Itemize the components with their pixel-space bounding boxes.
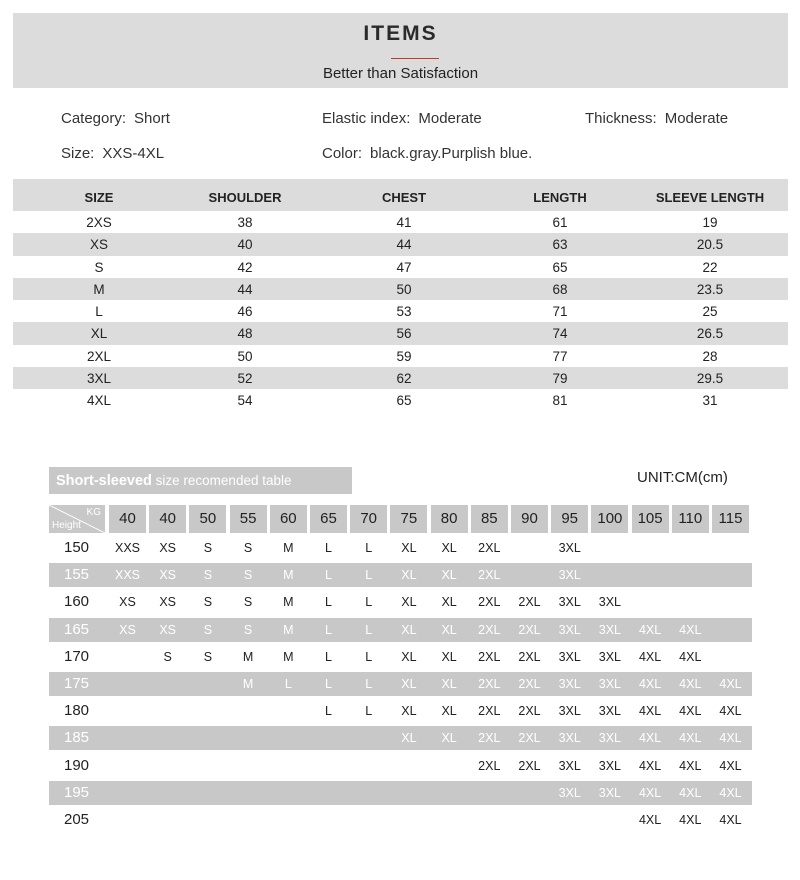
size-cell: 4XL (679, 622, 702, 637)
corner-height-label: Height (52, 520, 81, 531)
size-cell: L (284, 677, 292, 691)
size-cell: 4XL (638, 622, 662, 637)
size-cell: L (325, 677, 332, 691)
size-cell: S (243, 541, 253, 555)
size-header-cell: SLEEVE LENGTH (655, 190, 765, 205)
weight-header-row (49, 505, 752, 533)
table-cell: 42 (237, 259, 253, 275)
height-cell: 170 (64, 647, 90, 665)
attr-thickness (585, 110, 728, 127)
size-cell: 2XL (478, 677, 501, 691)
size-cell: 2XL (518, 758, 541, 773)
size-cell: 2XL (478, 649, 501, 664)
table-row (13, 256, 788, 278)
size-cell: 4XL (638, 813, 662, 827)
size-cell: 4XL (679, 813, 702, 827)
size-cell: 3XL (558, 649, 581, 664)
size-cell: 4XL (679, 785, 702, 800)
weight-header-cell: 100 (591, 505, 628, 533)
size-cell: 2XL (518, 649, 541, 664)
weight-header-cell: 70 (350, 505, 387, 533)
height-cell: 195 (64, 783, 90, 801)
attr-color-value: black.gray.Purplish blue. (370, 145, 533, 162)
height-cell: 185 (64, 729, 90, 747)
table-row (49, 699, 752, 723)
table-row (49, 590, 752, 614)
table-cell: 68 (552, 281, 568, 297)
table-cell: 81 (552, 393, 568, 409)
size-cell: M (283, 541, 294, 555)
size-cell: 2XL (518, 595, 541, 610)
table-cell: 50 (396, 281, 412, 297)
attr-category (61, 110, 170, 127)
weight-header-cell: 60 (270, 505, 307, 533)
header-banner (13, 13, 788, 88)
attr-thickness-label: Thickness: (585, 110, 657, 127)
size-cell: XL (401, 568, 417, 583)
size-cell: L (365, 649, 373, 664)
size-cell: 4XL (679, 677, 702, 691)
corner-kg-label: KG (86, 507, 101, 518)
height-cell: 205 (64, 811, 90, 828)
size-cell: 4XL (719, 813, 742, 827)
table-row (49, 672, 752, 696)
size-cell: 3XL (598, 758, 622, 773)
size-cell: XS (119, 622, 136, 637)
size-cell: S (243, 568, 253, 583)
attr-color-label: Color: (322, 145, 363, 162)
table-cell: 4XL (86, 393, 112, 409)
table-cell: 44 (396, 237, 412, 253)
size-cell: 4XL (719, 677, 742, 691)
table-row (49, 808, 752, 832)
table-cell: 62 (396, 371, 412, 387)
weight-header-cell: 50 (189, 505, 226, 533)
size-cell: 4XL (638, 677, 662, 691)
size-cell: XL (441, 595, 457, 610)
size-cell: 3XL (558, 595, 581, 610)
size-cell: 3XL (598, 704, 622, 719)
page-title: ITEMS (363, 22, 438, 45)
table-cell: 52 (237, 371, 253, 387)
unit-label: UNIT:CM(cm) (637, 469, 728, 486)
size-cell: 3XL (558, 758, 581, 773)
table-cell: 71 (552, 304, 568, 320)
size-cell: 2XL (518, 622, 541, 637)
header-corner-cell (49, 505, 105, 533)
table-cell: 53 (396, 304, 412, 320)
weight-header-cell: 95 (551, 505, 588, 533)
table-cell: 3XL (86, 371, 112, 387)
height-cell: 190 (64, 756, 90, 774)
table-row (13, 211, 788, 233)
table-cell: 31 (702, 393, 718, 409)
size-cell: 2XL (518, 677, 541, 691)
size-cell: S (203, 568, 213, 583)
table-cell: 2XL (86, 348, 112, 364)
height-cell: 155 (64, 566, 90, 584)
table-row (13, 233, 788, 255)
table-row (13, 322, 788, 344)
table-cell: 2XS (86, 215, 112, 230)
size-cell: L (325, 622, 332, 637)
table-row (13, 389, 788, 411)
size-cell: 3XL (598, 649, 622, 664)
size-cell: 2XL (518, 704, 541, 719)
size-cell: L (365, 595, 373, 610)
table-cell: S (94, 259, 104, 275)
size-cell: M (283, 649, 294, 664)
table-cell: 47 (396, 259, 412, 275)
size-cell: 3XL (598, 677, 622, 691)
size-cell: 4XL (719, 758, 742, 773)
size-cell: 4XL (679, 704, 702, 719)
size-cell: 3XL (558, 568, 581, 583)
size-cell: 4XL (638, 704, 662, 719)
size-cell: L (325, 595, 332, 610)
size-cell: S (203, 541, 213, 555)
size-cell: L (365, 704, 373, 719)
size-cell: XS (159, 595, 177, 610)
size-cell: M (283, 595, 294, 610)
size-cell: XS (159, 568, 177, 583)
size-cell: 4XL (719, 731, 742, 746)
table-cell: 28 (702, 348, 718, 364)
size-cell: M (242, 677, 254, 691)
size-cell: XL (401, 595, 417, 610)
size-cell: XL (441, 622, 457, 637)
size-cell: S (203, 622, 213, 637)
attr-elastic-label: Elastic index: (322, 110, 411, 127)
size-cell: L (365, 541, 373, 555)
size-cell: L (325, 541, 332, 555)
table-cell: 22 (702, 259, 718, 275)
weight-header-cell: 75 (390, 505, 427, 533)
size-header-cell: SHOULDER (208, 190, 282, 205)
table-cell: 56 (396, 326, 412, 342)
table-cell: 25 (702, 304, 718, 320)
size-cell: XS (159, 622, 177, 637)
size-cell: 2XL (478, 622, 501, 637)
table-cell: 59 (396, 348, 412, 364)
height-cell: 160 (64, 593, 90, 611)
size-cell: 3XL (598, 731, 622, 746)
size-cell: XL (401, 541, 417, 555)
table-row (13, 278, 788, 300)
table-cell: 23.5 (696, 281, 724, 297)
weight-header-cell: 80 (431, 505, 468, 533)
size-cell: 2XL (478, 758, 501, 773)
size-cell: XL (441, 704, 457, 719)
size-cell: 4XL (638, 785, 662, 800)
table-cell: 41 (396, 215, 412, 230)
size-cell: XS (119, 595, 136, 610)
size-cell: XL (441, 731, 457, 746)
weight-header-cell: 110 (672, 505, 709, 533)
table-row (49, 754, 752, 778)
table-cell: 63 (552, 237, 568, 253)
size-cell: XL (401, 649, 417, 664)
table-cell: 26.5 (696, 326, 724, 342)
size-cell: S (203, 649, 213, 664)
size-cell: 3XL (558, 731, 581, 746)
size-cell: M (283, 568, 294, 583)
attr-size (61, 145, 164, 162)
size-cell: S (203, 595, 213, 610)
height-cell: 165 (64, 620, 90, 638)
page-subtitle: Better than Satisfaction (322, 65, 479, 82)
weight-header-cell: 115 (712, 505, 749, 533)
size-cell: L (365, 622, 373, 637)
size-cell: 4XL (719, 785, 742, 800)
table-cell: XL (90, 326, 108, 342)
table-cell: 46 (237, 304, 253, 320)
size-cell: 2XL (478, 568, 501, 583)
size-header-cell: CHEST (381, 190, 427, 205)
table-cell: 40 (237, 237, 253, 253)
size-chart-table (13, 179, 788, 412)
weight-header-cell: 40 (109, 505, 146, 533)
table-cell: 65 (552, 259, 568, 275)
table-row (49, 536, 752, 560)
size-cell: 2XL (478, 541, 501, 555)
table-row (49, 726, 752, 750)
size-cell: 4XL (638, 758, 662, 773)
size-cell: M (283, 622, 294, 637)
table-cell: 54 (237, 393, 253, 409)
size-cell: L (325, 649, 332, 664)
height-cell: 150 (64, 539, 90, 556)
attr-color (322, 145, 532, 162)
size-cell: 4XL (719, 704, 742, 719)
weight-header-cell: 85 (471, 505, 508, 533)
size-cell: 4XL (679, 731, 702, 746)
table-cell: 48 (237, 326, 253, 342)
table-cell: 65 (396, 393, 412, 409)
weight-header-cell: 90 (511, 505, 548, 533)
size-cell: XL (401, 622, 417, 637)
size-cell: XS (159, 541, 177, 555)
recommend-title-bold: Short-sleeved (56, 473, 152, 489)
size-cell: 4XL (638, 731, 662, 746)
table-row (49, 618, 752, 642)
size-cell: XL (401, 677, 417, 691)
size-header-cell: LENGTH (533, 190, 587, 205)
table-cell: L (95, 304, 103, 320)
table-row (49, 781, 752, 805)
table-cell: 79 (552, 371, 568, 387)
size-cell: 2XL (478, 595, 501, 610)
size-header-cell: SIZE (84, 190, 114, 205)
size-cell: L (325, 704, 332, 719)
attr-thickness-value: Moderate (664, 110, 729, 127)
size-cell: XL (441, 649, 457, 664)
table-cell: M (93, 281, 105, 297)
table-cell: XS (89, 237, 109, 253)
size-cell: XXS (114, 568, 141, 583)
table-cell: 20.5 (696, 237, 724, 253)
size-cell: 2XL (478, 704, 501, 719)
size-cell: XL (441, 568, 457, 583)
size-cell: 3XL (558, 785, 581, 800)
size-table-header (13, 179, 788, 211)
table-cell: 77 (552, 348, 568, 364)
height-cell: 175 (64, 675, 90, 692)
attr-size-value: XXS-4XL (102, 145, 165, 162)
size-cell: L (365, 568, 373, 583)
size-cell: L (365, 677, 373, 691)
size-cell: 3XL (558, 622, 581, 637)
weight-header-cell: 55 (230, 505, 267, 533)
table-cell: 50 (237, 348, 253, 364)
size-cell: XL (441, 677, 457, 691)
weight-header-cell: 40 (149, 505, 186, 533)
table-row (13, 300, 788, 322)
table-row (13, 367, 788, 389)
height-cell: 180 (64, 702, 90, 720)
size-cell: 4XL (679, 649, 702, 664)
recommend-table-title (49, 467, 352, 494)
title-underline (391, 58, 439, 59)
recommend-title-rest: size recomended table (151, 473, 292, 488)
size-cell: 2XL (478, 731, 501, 746)
table-cell: 38 (237, 215, 253, 230)
table-cell: 44 (237, 281, 253, 297)
table-row (49, 563, 752, 587)
table-row (13, 345, 788, 367)
size-cell: 2XL (518, 731, 541, 746)
size-cell: 3XL (558, 677, 581, 691)
weight-header-cell: 105 (632, 505, 669, 533)
size-cell: 3XL (558, 541, 581, 555)
attr-size-label: Size: (61, 145, 95, 162)
size-cell: S (243, 595, 253, 610)
size-cell: XL (441, 541, 457, 555)
size-cell: M (242, 649, 254, 664)
table-cell: 61 (552, 215, 568, 230)
table-cell: 19 (702, 215, 718, 230)
size-cell: 3XL (598, 785, 622, 800)
size-cell: 3XL (598, 595, 622, 610)
attr-elastic (322, 110, 482, 127)
attr-elastic-value: Moderate (418, 110, 482, 127)
size-cell: 3XL (598, 622, 622, 637)
attr-category-label: Category: (61, 110, 127, 127)
size-cell: XL (401, 731, 417, 746)
size-cell: S (243, 622, 253, 637)
size-cell: L (325, 568, 332, 583)
size-cell: XL (401, 704, 417, 719)
size-cell: 4XL (679, 758, 702, 773)
size-cell: S (163, 649, 172, 664)
size-cell: 3XL (558, 704, 581, 719)
attr-category-value: Short (134, 110, 170, 127)
table-cell: 29.5 (696, 371, 724, 387)
size-cell: 4XL (638, 649, 662, 664)
size-cell: XXS (114, 541, 141, 555)
table-row (49, 645, 752, 669)
weight-header-cell: 65 (310, 505, 347, 533)
table-cell: 74 (552, 326, 568, 342)
